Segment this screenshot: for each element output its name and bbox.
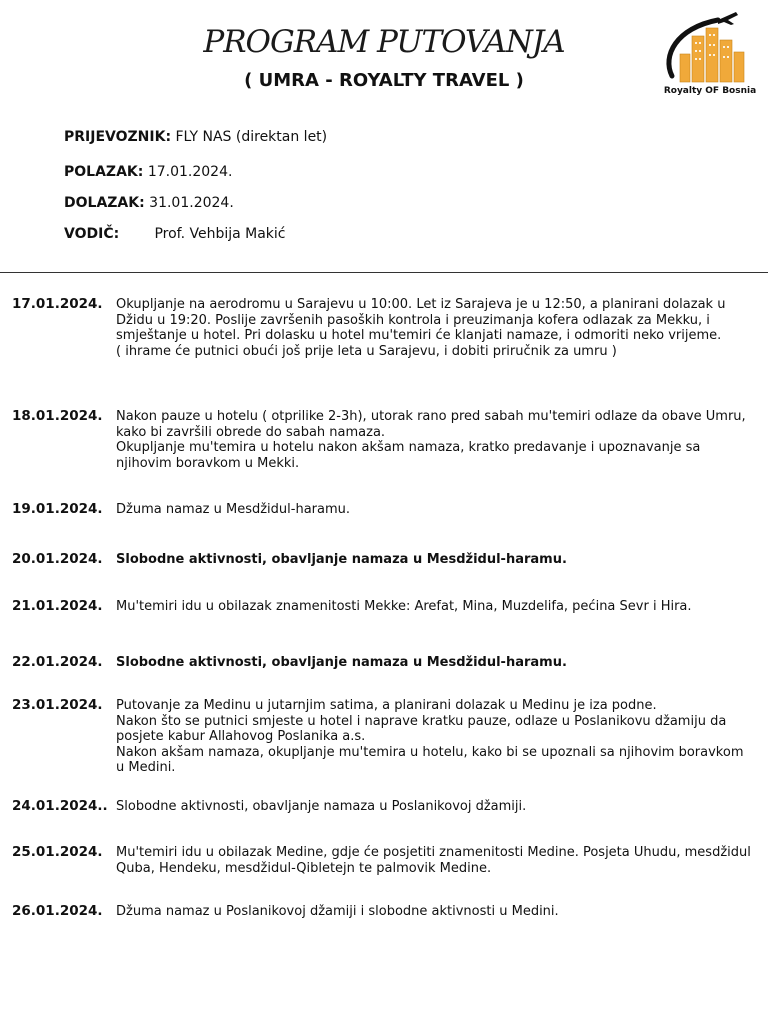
itinerary-date: 18.01.2024.: [12, 408, 103, 424]
itinerary-line: Okupljanje mu'temira u hotelu nakon akšam namaza, kratko predavanje i upoznavanje sa njihovim boravkom u Mekki.: [116, 440, 701, 471]
itinerary-text: [116, 297, 752, 359]
itinerary-line: Džuma namaz u Poslanikovoj džamiji i slobodne aktivnosti u Medini.: [116, 904, 559, 919]
info-value: 31.01.2024.: [149, 195, 234, 211]
itinerary-date: 19.01.2024.: [12, 501, 103, 517]
buildings-plane-icon: [658, 6, 762, 88]
document-subtitle: ( UMRA - ROYALTY TRAVEL ): [244, 70, 524, 91]
itinerary-line: Mu'temiri idu u obilazak Medine, gdje će posjetiti znamenitosti Medine. Posjeta Uhudu, mesdžidul Quba, Hendeku, mesdžidul-Qibletejn te palmovik Medine.: [116, 845, 751, 876]
itinerary-text: [116, 552, 752, 568]
info-value: FLY NAS (direktan let): [175, 129, 328, 145]
itinerary-text: [116, 904, 752, 920]
info-carrier: [64, 129, 327, 145]
itinerary-text: [116, 409, 752, 471]
info-value: 17.01.2024.: [147, 164, 233, 180]
logo-text: Royalty OF Bosnia: [663, 86, 757, 96]
itinerary-text: [116, 845, 752, 876]
itinerary-text: [116, 799, 752, 815]
itinerary-date: 26.01.2024.: [12, 903, 103, 919]
itinerary-line: Mu'temiri idu u obilazak znamenitosti Mekke: Arefat, Mina, Muzdelifa, pećina Sevr i Hira.: [116, 599, 692, 614]
document-title: PROGRAM PUTOVANJA: [203, 24, 565, 60]
info-label: POLAZAK:: [64, 164, 144, 180]
itinerary-line: Nakon pauze u hotelu ( otprilike 2-3h), utorak rano pred sabah mu'temiri odlaze da obave Umru, kako bi završili obrede do sabah namaza.: [116, 409, 746, 440]
info-label: PRIJEVOZNIK:: [64, 129, 172, 145]
info-label: DOLAZAK:: [64, 195, 145, 211]
itinerary-line: Slobodne aktivnosti, obavljanje namaza u Mesdžidul-haramu.: [116, 552, 567, 567]
itinerary-text: [116, 599, 752, 615]
itinerary-date: 22.01.2024.: [12, 654, 103, 670]
itinerary-text: [116, 502, 752, 518]
itinerary-text: [116, 698, 752, 776]
itinerary-line: Putovanje za Medinu u jutarnjim satima, a planirani dolazak u Medinu je iza podne.: [116, 698, 657, 713]
itinerary-date: 21.01.2024.: [12, 598, 103, 614]
itinerary-line: Slobodne aktivnosti, obavljanje namaza u Poslanikovoj džamiji.: [116, 799, 527, 814]
info-arrival: [64, 195, 234, 211]
itinerary-line: Okupljanje na aerodromu u Sarajevu u 10:00. Let iz Sarajeva je u 12:50, a planirani dolazak u Džidu u 19:20. Poslije završenih pasoških kontrola i preuzimanja kofera odlazak za Mekku, i smještanje u hotel. Pri dolasku u hotel mu'temiri će klanjati namaze, i odmoriti neko vrijeme.: [116, 297, 726, 343]
itinerary-line: ( ihrame će putnici obući još prije leta u Sarajevu, i dobiti priručnik za umru ): [116, 343, 617, 359]
section-divider: [0, 272, 768, 273]
info-departure: [64, 164, 232, 180]
itinerary-date: 23.01.2024.: [12, 697, 103, 713]
itinerary-line: Slobodne aktivnosti, obavljanje namaza u Mesdžidul-haramu.: [116, 655, 567, 670]
itinerary-date: 17.01.2024.: [12, 296, 103, 312]
info-guide: [64, 226, 286, 242]
itinerary-line: Džuma namaz u Mesdžidul-haramu.: [116, 502, 351, 517]
itinerary-date: 25.01.2024.: [12, 844, 103, 860]
itinerary-date: 20.01.2024.: [12, 551, 103, 567]
info-value: Prof. Vehbija Makić: [154, 226, 286, 242]
info-label: VODIČ:: [64, 226, 120, 242]
royalty-logo: [658, 6, 762, 102]
itinerary-date: 24.01.2024..: [12, 798, 108, 814]
itinerary-line: Nakon akšam namaza, okupljanje mu'temira u hotelu, kako bi se upoznali sa njihovim boravkom u Medini.: [116, 744, 744, 775]
itinerary-line: Nakon što se putnici smjeste u hotel i naprave kratku pauze, odlaze u Poslanikovu džamiju da posjete kabur Allahovog Poslanika a.s.: [116, 713, 727, 744]
itinerary-text: [116, 655, 752, 671]
